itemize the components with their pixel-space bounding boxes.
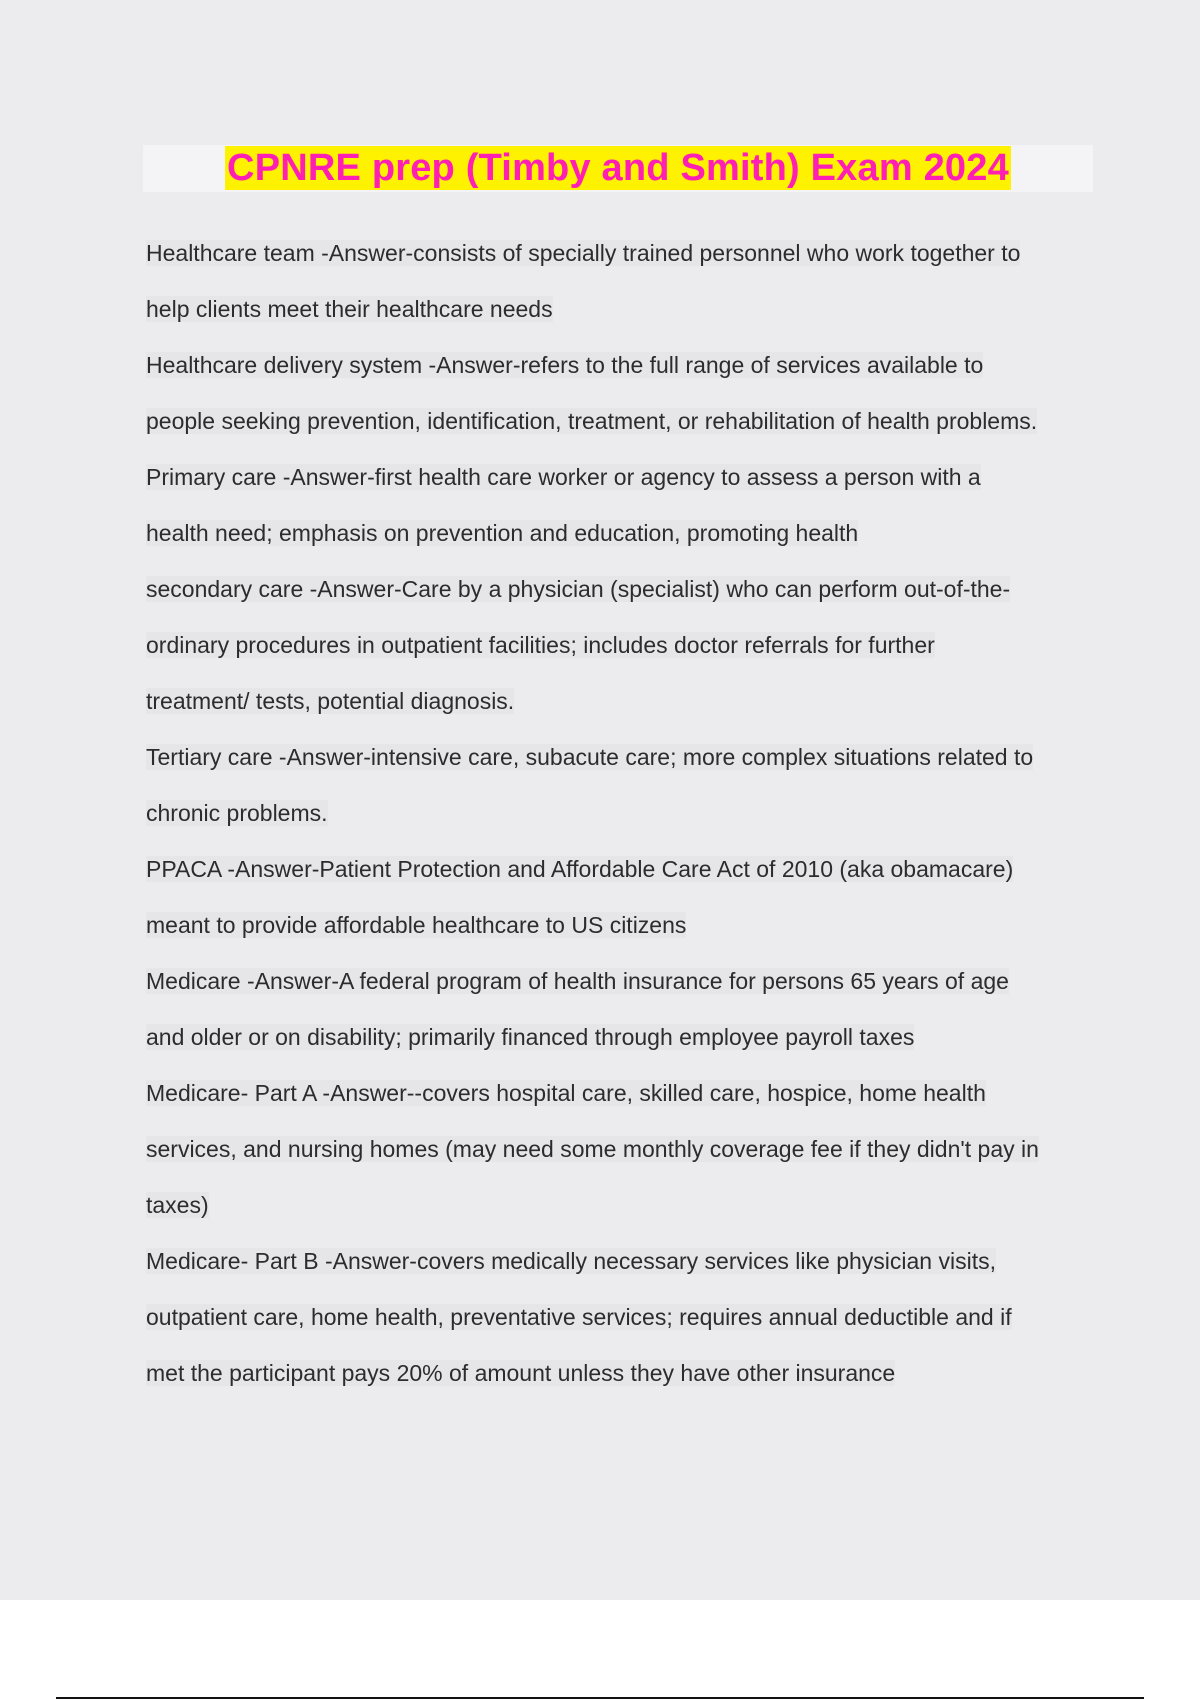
text-line: meant to provide affordable healthcare to US citizens [146, 912, 687, 938]
text-line: and older or on disability; primarily financed through employee payroll taxes [146, 1024, 915, 1050]
text-line: services, and nursing homes (may need some monthly coverage fee if they didn't pay in [146, 1136, 1039, 1162]
text-line: Medicare- Part A -Answer--covers hospital care, skilled care, hospice, home health [146, 1080, 986, 1106]
text-line: health need; emphasis on prevention and education, promoting health [146, 520, 859, 546]
text-line: Tertiary care -Answer-intensive care, subacute care; more complex situations related to [146, 744, 1034, 770]
document-body [146, 225, 1106, 1401]
text-line: chronic problems. [146, 800, 328, 826]
text-line: Medicare -Answer-A federal program of health insurance for persons 65 years of age [146, 968, 1009, 994]
qa-entry-ppaca [146, 841, 1106, 953]
qa-entry-primary-care [146, 449, 1106, 561]
text-line: outpatient care, home health, preventative services; requires annual deductible and if [146, 1304, 1012, 1330]
text-line: help clients meet their healthcare needs [146, 296, 553, 322]
title-band [143, 145, 1093, 192]
qa-entry-medicare-part-b [146, 1233, 1106, 1401]
text-line: Healthcare delivery system -Answer-refers to the full range of services available to [146, 352, 984, 378]
text-line: taxes) [146, 1192, 209, 1218]
text-line: secondary care -Answer-Care by a physician (specialist) who can perform out-of-the- [146, 576, 1011, 602]
text-line: Healthcare team -Answer-consists of specially trained personnel who work together to [146, 240, 1021, 266]
qa-entry-secondary-care [146, 561, 1106, 729]
text-line: Primary care -Answer-first health care worker or agency to assess a person with a [146, 464, 981, 490]
qa-entry-tertiary-care [146, 729, 1106, 841]
footer-divider [56, 1697, 1144, 1699]
document-title: CPNRE prep (Timby and Smith) Exam 2024 [227, 147, 1009, 189]
text-line: treatment/ tests, potential diagnosis. [146, 688, 515, 714]
text-line: PPACA -Answer-Patient Protection and Affordable Care Act of 2010 (aka obamacare) [146, 856, 1014, 882]
qa-entry-medicare-part-a [146, 1065, 1106, 1233]
qa-entry-healthcare-delivery-system [146, 337, 1106, 449]
text-line: ordinary procedures in outpatient facilities; includes doctor referrals for further [146, 632, 935, 658]
text-line: Medicare- Part B -Answer-covers medically necessary services like physician visits, [146, 1248, 996, 1274]
text-line: people seeking prevention, identification, treatment, or rehabilitation of health problems. [146, 408, 1038, 434]
qa-entry-healthcare-team [146, 225, 1106, 337]
text-line: met the participant pays 20% of amount unless they have other insurance [146, 1360, 896, 1386]
qa-entry-medicare [146, 953, 1106, 1065]
